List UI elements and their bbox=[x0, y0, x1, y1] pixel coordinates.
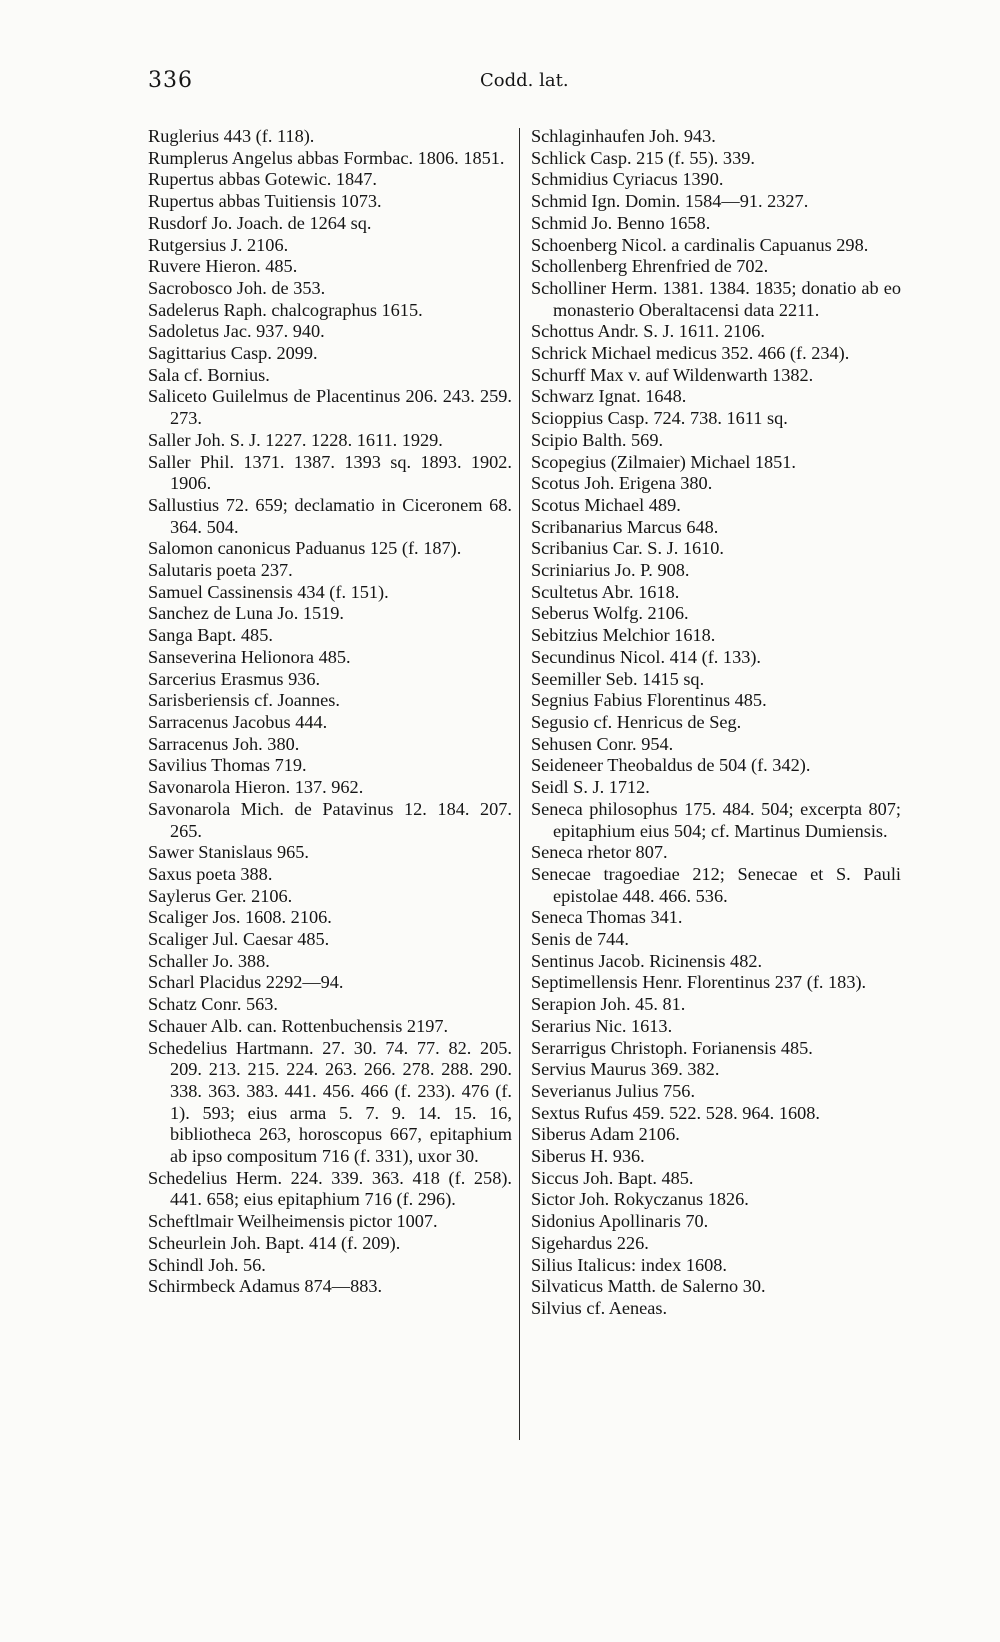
index-entry: Saxus poeta 388. bbox=[148, 863, 273, 884]
index-entry: Scribanarius Marcus 648. bbox=[531, 516, 719, 537]
index-entry: Schirmbeck Adamus 874—883. bbox=[148, 1276, 383, 1297]
index-entry: Scioppius Casp. 724. 738. 1611 sq. bbox=[531, 408, 788, 429]
index-entry: Rusdorf Jo. Joach. de 1264 sq. bbox=[148, 212, 372, 233]
index-entry: Savonarola Mich. de Patavinus 12. 184. 207. 265. bbox=[148, 798, 512, 841]
index-entry: Samuel Cassinensis 434 (f. 151). bbox=[148, 581, 389, 602]
index-entry: Schurff Max v. auf Wildenwarth 1382. bbox=[531, 364, 814, 385]
index-entry: Schmid Ign. Domin. 1584—91. 2327. bbox=[531, 191, 809, 212]
index-entry: Sallustius 72. 659; declamatio in Ciceronem 68. 364. 504. bbox=[148, 494, 512, 537]
index-entry: Schrick Michael medicus 352. 466 (f. 234). bbox=[531, 343, 850, 364]
index-entry: Salomon canonicus Paduanus 125 (f. 187). bbox=[148, 538, 462, 559]
index-entry: Schindl Joh. 56. bbox=[148, 1254, 266, 1275]
index-entry: Segusio cf. Henricus de Seg. bbox=[531, 711, 742, 732]
index-entry: Schauer Alb. can. Rottenbuchensis 2197. bbox=[148, 1015, 449, 1036]
index-entry: Schwarz Ignat. 1648. bbox=[531, 386, 687, 407]
index-entry: Silius Italicus: index 1608. bbox=[531, 1254, 728, 1275]
index-entry: Sebitzius Melchior 1618. bbox=[531, 625, 716, 646]
index-entry: Schottus Andr. S. J. 1611. 2106. bbox=[531, 321, 765, 342]
column-divider bbox=[519, 128, 520, 1440]
index-entry: Sanga Bapt. 485. bbox=[148, 625, 273, 646]
index-entry: Sarisberiensis cf. Joannes. bbox=[148, 690, 340, 711]
index-entry: Seideneer Theobaldus de 504 (f. 342). bbox=[531, 755, 811, 776]
index-entry: Scriniarius Jo. P. 908. bbox=[531, 560, 690, 581]
index-entry: Sextus Rufus 459. 522. 528. 964. 1608. bbox=[531, 1102, 820, 1123]
index-entry: Schoenberg Nicol. a cardinalis Capuanus 298. bbox=[531, 234, 869, 255]
index-entry: Seneca philosophus 175. 484. 504; excerpta 807; epitaphium eius 504; cf. Martinus Dumiensis. bbox=[531, 798, 901, 841]
index-entry: Seidl S. J. 1712. bbox=[531, 777, 650, 798]
index-entry: Senecae tragoediae 212; Senecae et S. Pauli epistolae 448. 466. 536. bbox=[531, 863, 901, 906]
index-entry: Schatz Conr. 563. bbox=[148, 994, 278, 1015]
index-entry: Rupertus abbas Gotewic. 1847. bbox=[148, 169, 377, 190]
index-entry: Sarcerius Erasmus 936. bbox=[148, 668, 321, 689]
index-entry: Schedelius Herm. 224. 339. 363. 418 (f. 258). 441. 658; eius epitaphium 716 (f. 296). bbox=[148, 1167, 512, 1210]
index-entry: Silvius cf. Aeneas. bbox=[531, 1297, 668, 1318]
index-entry: Sanchez de Luna Jo. 1519. bbox=[148, 603, 344, 624]
index-entry: Septimellensis Henr. Florentinus 237 (f. 183). bbox=[531, 972, 867, 993]
index-entry: Schmid Jo. Benno 1658. bbox=[531, 212, 711, 233]
index-entry: Sarracenus Joh. 380. bbox=[148, 733, 300, 754]
index-entry: Salutaris poeta 237. bbox=[148, 560, 293, 581]
index-entry: Sacrobosco Joh. de 353. bbox=[148, 277, 326, 298]
index-entry: Silvaticus Matth. de Salerno 30. bbox=[531, 1276, 766, 1297]
index-entry: Serarrigus Christoph. Forianensis 485. bbox=[531, 1037, 813, 1058]
index-entry: Servius Maurus 369. 382. bbox=[531, 1059, 720, 1080]
index-entry: Segnius Fabius Florentinus 485. bbox=[531, 690, 767, 711]
index-entry: Sagittarius Casp. 2099. bbox=[148, 343, 318, 364]
index-entry: Scribanius Car. S. J. 1610. bbox=[531, 538, 724, 559]
index-entry: Scotus Joh. Erigena 380. bbox=[531, 473, 713, 494]
index-entry: Sadelerus Raph. chalcographus 1615. bbox=[148, 299, 423, 320]
index-entry: Scipio Balth. 569. bbox=[531, 429, 664, 450]
index-entry: Schaller Jo. 388. bbox=[148, 950, 270, 971]
index-entry: Seemiller Seb. 1415 sq. bbox=[531, 668, 705, 689]
index-entry: Sarracenus Jacobus 444. bbox=[148, 711, 328, 732]
index-entry: Senis de 744. bbox=[531, 929, 630, 950]
index-column-right bbox=[531, 126, 901, 1320]
index-entry: Secundinus Nicol. 414 (f. 133). bbox=[531, 646, 762, 667]
index-entry: Serapion Joh. 45. 81. bbox=[531, 994, 686, 1015]
index-entry: Scholliner Herm. 1381. 1384. 1835; donatio ab eo monasterio Oberaltacensi data 2211. bbox=[531, 277, 901, 320]
index-entry: Seberus Wolfg. 2106. bbox=[531, 603, 689, 624]
index-entry: Sigehardus 226. bbox=[531, 1232, 649, 1253]
index-entry: Schollenberg Ehrenfried de 702. bbox=[531, 256, 769, 277]
index-entry: Rutgersius J. 2106. bbox=[148, 234, 289, 255]
index-entry: Savilius Thomas 719. bbox=[148, 755, 307, 776]
index-entry: Schedelius Hartmann. 27. 30. 74. 77. 82. 205. 209. 213. 215. 224. 263. 266. 278. 288. 290. 338. 363. 383. 441. 456. 466 (f. 233). 476 (f. 1). 593; eius arma 5. 7. 9. 14. 15. 16, bibliotheca 263, horoscopus 667, epitaphium ab ipso compositum 716 (f. 331), uxor 30. bbox=[148, 1037, 512, 1167]
index-entry: Saller Phil. 1371. 1387. 1393 sq. 1893. 1902. 1906. bbox=[148, 451, 512, 494]
index-entry: Ruglerius 443 (f. 118). bbox=[148, 126, 315, 146]
index-entry: Scultetus Abr. 1618. bbox=[531, 581, 680, 602]
index-entry: Schlick Casp. 215 (f. 55). 339. bbox=[531, 147, 755, 168]
index-entry: Siberus Adam 2106. bbox=[531, 1124, 680, 1145]
page-number: 336 bbox=[148, 68, 193, 93]
index-entry: Sadoletus Jac. 937. 940. bbox=[148, 321, 325, 342]
index-entry: Sictor Joh. Rokyczanus 1826. bbox=[531, 1189, 749, 1210]
index-entry: Seneca Thomas 341. bbox=[531, 907, 683, 928]
index-entry: Sala cf. Bornius. bbox=[148, 364, 270, 385]
index-column-left bbox=[148, 126, 512, 1298]
index-entry: Savonarola Hieron. 137. 962. bbox=[148, 777, 364, 798]
index-entry: Sanseverina Helionora 485. bbox=[148, 646, 351, 667]
index-entry: Sidonius Apollinaris 70. bbox=[531, 1211, 709, 1232]
running-head: Codd. lat. bbox=[480, 70, 569, 91]
index-entry: Scaliger Jul. Caesar 485. bbox=[148, 929, 330, 950]
index-entry: Saliceto Guilelmus de Placentinus 206. 243. 259. 273. bbox=[148, 386, 512, 429]
index-entry: Serarius Nic. 1613. bbox=[531, 1015, 673, 1036]
index-entry: Seneca rhetor 807. bbox=[531, 842, 668, 863]
index-entry: Schlaginhaufen Joh. 943. bbox=[531, 126, 716, 146]
index-entry: Scotus Michael 489. bbox=[531, 494, 681, 515]
index-entry: Severianus Julius 756. bbox=[531, 1080, 696, 1101]
index-entry: Sentinus Jacob. Ricinensis 482. bbox=[531, 950, 763, 971]
index-entry: Scaliger Jos. 1608. 2106. bbox=[148, 907, 332, 928]
index-entry: Scheurlein Joh. Bapt. 414 (f. 209). bbox=[148, 1232, 401, 1253]
index-entry: Siberus H. 936. bbox=[531, 1146, 645, 1167]
index-entry: Siccus Joh. Bapt. 485. bbox=[531, 1167, 694, 1188]
index-entry: Schmidius Cyriacus 1390. bbox=[531, 169, 724, 190]
index-entry: Rumplerus Angelus abbas Formbac. 1806. 1851. bbox=[148, 147, 505, 168]
index-entry: Scheftlmair Weilheimensis pictor 1007. bbox=[148, 1211, 438, 1232]
index-entry: Sawer Stanislaus 965. bbox=[148, 842, 309, 863]
index-entry: Saylerus Ger. 2106. bbox=[148, 885, 293, 906]
index-entry: Scopegius (Zilmaier) Michael 1851. bbox=[531, 451, 797, 472]
index-entry: Saller Joh. S. J. 1227. 1228. 1611. 1929. bbox=[148, 429, 443, 450]
index-entry: Ruvere Hieron. 485. bbox=[148, 256, 298, 277]
index-entry: Scharl Placidus 2292—94. bbox=[148, 972, 344, 993]
index-entry: Sehusen Conr. 954. bbox=[531, 733, 674, 754]
index-entry: Rupertus abbas Tuitiensis 1073. bbox=[148, 191, 382, 212]
